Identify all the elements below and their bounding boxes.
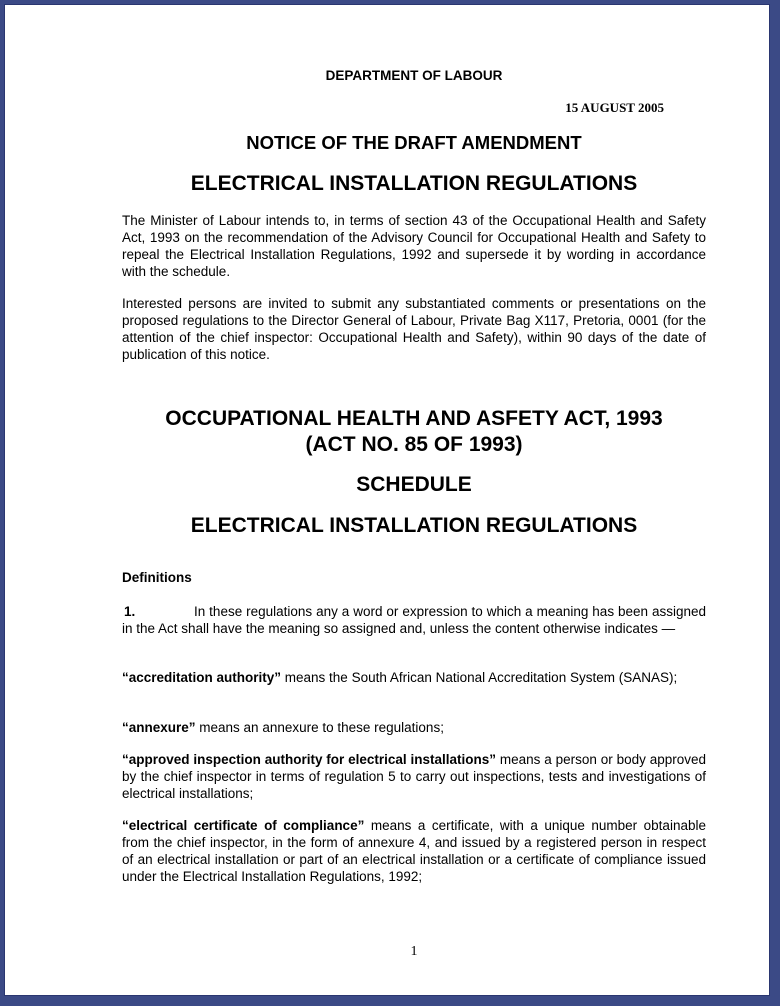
department-heading: DEPARTMENT OF LABOUR [325,68,503,83]
act-heading-line1: OCCUPATIONAL HEALTH AND ASFETY ACT, 1993 [165,407,663,430]
page-number: 1 [410,944,418,959]
intro-paragraph-2: Interested persons are invited to submit any substantiated comments or presentations on the proposed regulations to the Director General of Labour, Private Bag X117, Pretoria, 0001 (for the attention of the chief inspector: Occupational Health and Safety), within 90 days of the date of publication of this notice. [122,296,706,362]
definition-term: “electrical certificate of compliance” [122,818,365,833]
definition-item [122,817,706,885]
notice-heading: NOTICE OF THE DRAFT AMENDMENT [246,132,582,153]
regulations-title: ELECTRICAL INSTALLATION REGULATIONS [190,172,638,195]
schedule-heading: SCHEDULE [356,473,472,496]
definition-text: means a person or body approved by the chief inspector in terms of regulation 5 to carry out inspections, tests and investigations of electrical installations; [122,752,706,801]
notice-date: 15 AUGUST 2005 [565,100,664,115]
definition-text: means a certificate, with a unique number obtainable from the chief inspector, in the form of annexure 4, and issued by a registered person in respect of an electrical installation or part of an electrical installation or a certificate of compliance issued under the Electrical Installation Regulations, 1992; [122,818,706,884]
act-heading [122,406,706,458]
clause-1 [122,603,706,637]
definition-item [122,669,706,686]
definition-text: means the South African National Accreditation System (SANAS); [281,670,678,685]
schedule-regulations-title: ELECTRICAL INSTALLATION REGULATIONS [190,514,638,537]
definition-item [122,751,706,802]
clause-text: In these regulations any a word or expression to which a meaning has been assigned in the Act shall have the meaning so assigned and, unless the content otherwise indicates — [122,604,706,636]
definition-term: “accreditation authority” [122,670,282,685]
definitions-heading: Definitions [122,570,192,585]
definition-term: “approved inspection authority for electrical installations” [122,752,497,767]
clause-number: 1. [124,604,136,619]
definition-item [122,719,706,736]
definition-term: “annexure” [122,720,196,735]
act-heading-line2: (ACT NO. 85 OF 1993) [305,433,523,456]
intro-paragraph-1: The Minister of Labour intends to, in terms of section 43 of the Occupational Health and Safety Act, 1993 on the recommendation of the Advisory Council for Occupational Health and Safety to repeal the Electrical Installation Regulations, 1992 and supersede it by wording in accordance with the schedule. [122,213,706,279]
definition-text: means an annexure to these regulations; [195,720,444,735]
document-frame [4,4,770,996]
